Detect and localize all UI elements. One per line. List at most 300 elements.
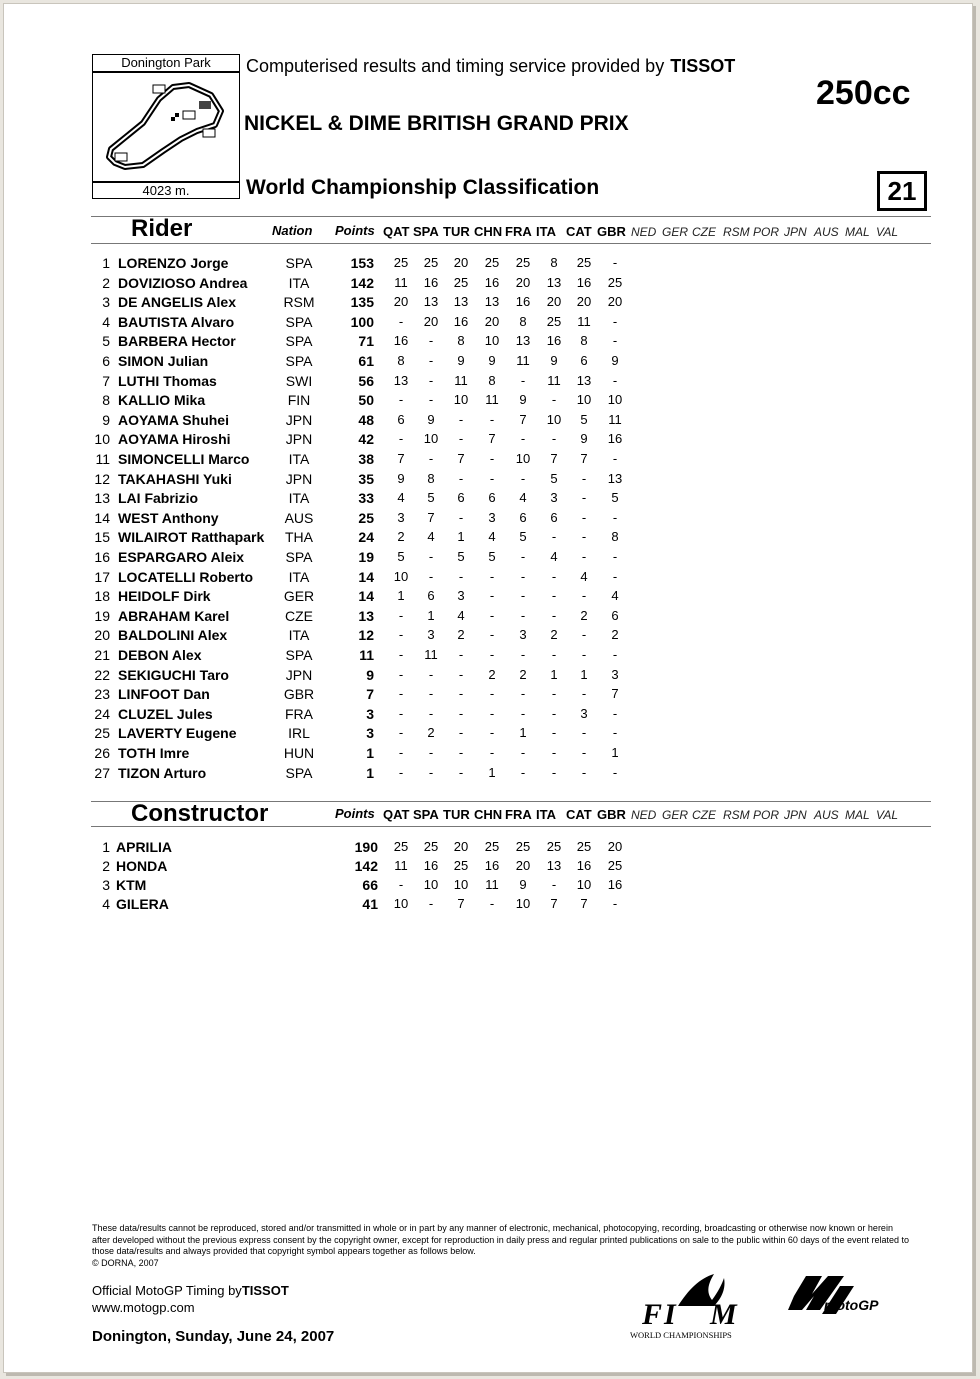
- rider-nation: ITA: [288, 451, 310, 467]
- website-link[interactable]: www.motogp.com: [92, 1300, 195, 1315]
- race-result: -: [581, 549, 587, 564]
- future-race-header: JPN: [784, 225, 807, 239]
- rider-points: 56: [358, 372, 374, 389]
- race-result: -: [458, 686, 464, 702]
- race-result: -: [520, 686, 526, 702]
- constructor-points: 190: [354, 839, 378, 855]
- rider-nation: JPN: [285, 666, 313, 683]
- race-result: 2: [519, 666, 527, 682]
- race-result: 20: [515, 274, 531, 290]
- rider-row: [4, 686, 972, 705]
- race-result: 10: [393, 568, 409, 584]
- race-result: -: [551, 764, 557, 780]
- race-result: -: [612, 764, 618, 780]
- rider-row: [4, 333, 972, 352]
- rider-nation: AUS: [284, 509, 314, 526]
- race-result: -: [428, 705, 434, 721]
- rider-points: 25: [358, 509, 374, 526]
- rider-name: CLUZEL Jules: [118, 705, 213, 722]
- rider-points: 3: [366, 705, 374, 722]
- future-race-header: AUS: [814, 225, 839, 239]
- race-result: -: [458, 666, 464, 682]
- race-result: 11: [394, 274, 408, 290]
- race-result: -: [551, 686, 557, 702]
- future-race-header: RSM: [723, 808, 750, 822]
- rider-row: [4, 294, 972, 313]
- constructor-bottom-rule: [91, 826, 931, 827]
- rider-nation: GER: [283, 588, 315, 605]
- race-result: 11: [608, 411, 622, 427]
- race-result: -: [581, 725, 587, 741]
- race-result: -: [398, 725, 404, 741]
- rider-name: ABRAHAM Karel: [118, 607, 230, 624]
- race-result: 16: [453, 313, 469, 329]
- rider-nation: RSM: [283, 294, 315, 311]
- race-result: 11: [485, 877, 499, 892]
- rider-position: 10: [94, 431, 110, 448]
- constructor-name: KTM: [116, 877, 147, 893]
- race-result: -: [458, 411, 464, 427]
- rider-name: DE ANGELIS Alex: [118, 294, 236, 311]
- rider-points: 24: [358, 529, 374, 546]
- race-result: 13: [423, 294, 439, 310]
- rider-row: [4, 255, 972, 274]
- race-result: 10: [423, 431, 439, 447]
- race-result: 20: [607, 294, 623, 310]
- race-result: 1: [397, 588, 405, 604]
- rider-position: 15: [94, 529, 110, 546]
- race-result: 3: [580, 705, 588, 721]
- race-header: QAT: [383, 224, 410, 239]
- race-result: 1: [488, 764, 496, 780]
- race-result: -: [520, 470, 526, 486]
- race-header: ITA: [536, 224, 556, 239]
- rider-nation: GBR: [283, 686, 315, 703]
- rider-points: 13: [358, 607, 374, 624]
- future-race-header: MAL: [845, 225, 870, 239]
- race-result: 25: [484, 839, 500, 854]
- rider-row: [4, 588, 972, 607]
- timing-text: Official MotoGP Timing by: [92, 1283, 242, 1298]
- race-result: 9: [550, 353, 558, 368]
- rider-points: 48: [358, 411, 374, 428]
- rider-position: 4: [102, 313, 110, 330]
- race-result: -: [489, 745, 495, 760]
- constructor-row: [4, 896, 972, 915]
- race-result: 10: [484, 333, 500, 349]
- rider-name: LINFOOT Dan: [118, 686, 210, 703]
- race-result: 9: [519, 877, 527, 892]
- race-result: -: [612, 647, 618, 662]
- rider-name: LORENZO Jorge: [118, 255, 229, 271]
- race-result: 2: [580, 607, 588, 623]
- rider-row: [4, 392, 972, 411]
- race-result: -: [612, 896, 618, 911]
- race-result: 1: [550, 666, 558, 682]
- rider-position: 27: [94, 764, 110, 781]
- race-result: 9: [397, 470, 405, 486]
- race-result: -: [489, 451, 495, 466]
- race-result: -: [458, 647, 464, 662]
- race-result: -: [428, 666, 434, 682]
- race-result: 13: [393, 372, 409, 388]
- svg-text:M: M: [710, 1298, 737, 1331]
- rider-nation: ITA: [288, 274, 310, 291]
- future-race-header: CZE: [692, 808, 716, 822]
- race-result: 5: [580, 411, 588, 427]
- race-result: 6: [550, 509, 558, 525]
- race-result: 3: [397, 509, 405, 525]
- legal-text: These data/results cannot be reproduced, stored and/or transmitted in whole or in part by any manner of electronic, mechanical, photocopying, recording, broadcasting or otherwise now known or herein after developed without the previous express consent by the copyright owner, except for reproduction in daily press and regular printed publications on sale to the public within 60 days of the event related to those data/results and always provided that copyright symbol appears together as follows below.: [92, 1223, 909, 1256]
- rider-name: WEST Anthony: [118, 509, 219, 526]
- race-result: 25: [515, 839, 531, 854]
- race-result: -: [398, 392, 404, 408]
- race-result: -: [398, 431, 404, 447]
- constructor-position: 1: [102, 839, 110, 855]
- race-result: -: [551, 568, 557, 584]
- rider-position: 26: [94, 745, 110, 761]
- timing-brand: TISSOT: [241, 1283, 289, 1298]
- rider-row: [4, 353, 972, 372]
- race-result: -: [428, 372, 434, 388]
- race-result: 10: [515, 451, 531, 466]
- rider-top-rule: [91, 216, 931, 217]
- constructor-points: 142: [354, 858, 378, 874]
- provider-text: Computerised results and timing service provided by: [246, 56, 665, 76]
- rider-name: LAVERTY Eugene: [118, 725, 237, 742]
- rider-name: BARBERA Hector: [118, 333, 236, 350]
- race-result: 25: [546, 839, 562, 854]
- constructor-position: 3: [102, 877, 110, 893]
- race-result: -: [398, 607, 404, 623]
- race-result: 13: [607, 470, 623, 486]
- race-result: 11: [454, 372, 468, 388]
- race-result: 2: [397, 529, 405, 545]
- future-race-header: RSM: [723, 225, 750, 239]
- legal-notice: [92, 1223, 912, 1269]
- race-result: 7: [550, 451, 558, 466]
- constructor-row: [4, 839, 972, 858]
- future-race-header: NED: [631, 808, 657, 822]
- race-result: 2: [427, 725, 435, 741]
- race-header: SPA: [413, 224, 439, 239]
- race-result: -: [581, 647, 587, 662]
- rider-nation: SPA: [285, 353, 313, 369]
- future-race-header: MAL: [845, 808, 870, 822]
- circuit-length: 4023 m.: [92, 182, 240, 199]
- rider-row: [4, 510, 972, 529]
- race-result: 8: [427, 470, 435, 486]
- race-result: 2: [457, 627, 465, 643]
- race-result: 16: [607, 877, 623, 892]
- race-result: 5: [550, 470, 558, 486]
- race-result: 20: [484, 313, 500, 329]
- rider-position: 23: [94, 686, 110, 703]
- race-header: QAT: [383, 807, 410, 822]
- race-result: 4: [550, 549, 558, 564]
- race-result: -: [551, 725, 557, 741]
- timing-provider: [246, 56, 735, 77]
- rider-points: 19: [358, 549, 374, 565]
- future-race-header: POR: [753, 225, 780, 239]
- race-result: 25: [576, 839, 592, 854]
- race-result: 11: [394, 858, 408, 873]
- race-result: 6: [519, 509, 527, 525]
- rider-name: BALDOLINI Alex: [118, 627, 228, 644]
- rider-points: 35: [358, 470, 374, 487]
- rider-name: SEKIGUCHI Taro: [118, 666, 229, 683]
- rider-position: 6: [102, 353, 110, 369]
- race-result: 8: [611, 529, 619, 545]
- rider-position: 16: [94, 549, 110, 565]
- race-result: -: [520, 745, 526, 760]
- rider-nation: CZE: [285, 607, 313, 624]
- race-result: -: [398, 627, 404, 643]
- race-result: 25: [576, 255, 592, 270]
- race-result: 25: [515, 255, 531, 270]
- race-result: -: [489, 647, 495, 662]
- race-result: 1: [611, 745, 619, 760]
- rider-nation: SWI: [285, 372, 313, 389]
- svg-text:WORLD CHAMPIONSHIPS: WORLD CHAMPIONSHIPS: [630, 1330, 732, 1340]
- race-result: 2: [611, 627, 619, 643]
- rider-position: 18: [94, 588, 110, 605]
- provider-brand: TISSOT: [670, 56, 736, 76]
- race-result: -: [551, 647, 557, 662]
- race-result: -: [551, 607, 557, 623]
- race-header: TUR: [443, 224, 470, 239]
- constructor-name: GILERA: [116, 896, 169, 912]
- race-result: -: [581, 745, 587, 760]
- race-result: 10: [576, 392, 592, 408]
- constructor-section-title: Constructor: [131, 800, 269, 827]
- fim-logo: [628, 1270, 756, 1342]
- race-result: 16: [484, 858, 500, 873]
- rider-position: 17: [94, 568, 110, 585]
- rider-row: [4, 706, 972, 725]
- future-race-header: GER: [662, 225, 689, 239]
- rider-row: [4, 608, 972, 627]
- race-result: 9: [519, 392, 527, 408]
- round-number: 21: [877, 171, 927, 211]
- race-header: ITA: [536, 807, 556, 822]
- race-result: -: [458, 568, 464, 584]
- rider-row: [4, 745, 972, 764]
- race-result: 4: [580, 568, 588, 584]
- rider-position: 3: [102, 294, 110, 311]
- race-result: 3: [488, 509, 496, 525]
- rider-nation: ITA: [288, 490, 310, 507]
- rider-position: 2: [102, 274, 110, 291]
- rider-position: 21: [94, 647, 110, 663]
- race-result: 1: [580, 666, 588, 682]
- rider-row: [4, 725, 972, 744]
- rider-points: 61: [358, 353, 374, 369]
- race-result: 3: [519, 627, 527, 643]
- rider-points: 1: [366, 764, 374, 781]
- rider-nation: SPA: [285, 549, 313, 565]
- race-result: 16: [607, 431, 623, 447]
- rider-name: AOYAMA Hiroshi: [118, 431, 231, 448]
- rider-row: [4, 314, 972, 333]
- race-result: 11: [424, 647, 438, 662]
- race-result: -: [489, 725, 495, 741]
- rider-points: 7: [366, 686, 374, 703]
- race-result: 7: [519, 411, 527, 427]
- race-result: 1: [427, 607, 435, 623]
- race-result: -: [581, 490, 587, 506]
- race-result: -: [458, 764, 464, 780]
- race-result: -: [398, 705, 404, 721]
- race-result: -: [612, 451, 618, 466]
- rider-points: 14: [358, 568, 374, 585]
- race-result: 10: [423, 877, 439, 892]
- race-result: 7: [550, 896, 558, 911]
- race-result: 2: [488, 666, 496, 682]
- race-result: 3: [427, 627, 435, 643]
- race-result: 5: [611, 490, 619, 506]
- race-result: 11: [577, 313, 591, 329]
- race-header: GBR: [597, 807, 626, 822]
- race-result: 8: [550, 255, 558, 270]
- rider-nation: ITA: [288, 627, 310, 644]
- race-result: 9: [488, 353, 496, 368]
- race-result: -: [489, 896, 495, 911]
- rider-nation: FIN: [287, 392, 311, 409]
- rider-name: TIZON Arturo: [118, 764, 207, 781]
- race-result: -: [458, 725, 464, 741]
- race-result: 4: [427, 529, 435, 545]
- race-result: -: [489, 568, 495, 584]
- rider-points: 3: [366, 725, 374, 742]
- race-result: -: [520, 431, 526, 447]
- race-result: 8: [397, 353, 405, 368]
- race-result: -: [520, 549, 526, 564]
- race-result: 11: [547, 372, 561, 388]
- race-result: -: [458, 705, 464, 721]
- copyright-text: © DORNA, 2007: [92, 1257, 159, 1268]
- race-result: 6: [427, 588, 435, 604]
- rider-nation: SPA: [285, 647, 313, 663]
- rider-points: 38: [358, 451, 374, 467]
- rider-points: 50: [358, 392, 374, 409]
- race-result: 25: [453, 274, 469, 290]
- race-result: 13: [453, 294, 469, 310]
- race-result: -: [581, 588, 587, 604]
- svg-text:I: I: [664, 1298, 676, 1331]
- rider-row: [4, 490, 972, 509]
- race-result: -: [428, 764, 434, 780]
- rider-points: 12: [358, 627, 374, 644]
- race-result: -: [489, 686, 495, 702]
- race-result: 16: [423, 274, 439, 290]
- future-race-header: GER: [662, 808, 689, 822]
- race-result: 16: [515, 294, 531, 310]
- race-result: -: [612, 255, 618, 270]
- race-result: 16: [576, 274, 592, 290]
- race-result: -: [428, 353, 434, 368]
- race-result: -: [520, 647, 526, 662]
- race-header: SPA: [413, 807, 439, 822]
- results-page: [3, 3, 973, 1373]
- rider-row: [4, 627, 972, 646]
- rider-row: [4, 373, 972, 392]
- race-result: -: [612, 549, 618, 564]
- rider-position: 1: [102, 255, 110, 271]
- rider-position: 13: [94, 490, 110, 507]
- race-result: 4: [457, 607, 465, 623]
- race-header: CAT: [566, 807, 592, 822]
- rider-row: [4, 451, 972, 470]
- race-header: TUR: [443, 807, 470, 822]
- race-result: -: [458, 431, 464, 447]
- rider-name: DEBON Alex: [118, 647, 202, 663]
- future-race-header: VAL: [876, 225, 899, 239]
- race-result: -: [551, 529, 557, 545]
- race-result: -: [581, 686, 587, 702]
- points-header: Points: [335, 223, 375, 238]
- rider-points: 33: [358, 490, 374, 507]
- race-result: 7: [580, 451, 588, 466]
- race-result: 25: [546, 313, 562, 329]
- race-result: 16: [423, 858, 439, 873]
- race-result: -: [458, 509, 464, 525]
- rider-name: TAKAHASHI Yuki: [118, 470, 232, 487]
- race-result: -: [489, 607, 495, 623]
- rider-row: [4, 412, 972, 431]
- race-result: 6: [397, 411, 405, 427]
- race-result: 10: [576, 877, 592, 892]
- race-result: 5: [457, 549, 465, 564]
- race-result: -: [398, 764, 404, 780]
- race-result: 7: [427, 509, 435, 525]
- future-race-header: CZE: [692, 225, 716, 239]
- race-result: -: [520, 372, 526, 388]
- race-result: -: [581, 627, 587, 643]
- rider-row: [4, 431, 972, 450]
- race-result: 3: [550, 490, 558, 506]
- rider-points: 9: [366, 666, 374, 683]
- race-result: -: [612, 372, 618, 388]
- race-result: 4: [397, 490, 405, 506]
- race-result: -: [458, 745, 464, 760]
- race-result: 7: [397, 451, 405, 466]
- rider-row: [4, 275, 972, 294]
- rider-row: [4, 549, 972, 568]
- rider-points: 11: [359, 647, 374, 663]
- event-dateline: Donington, Sunday, June 24, 2007: [92, 1328, 335, 1345]
- race-result: -: [581, 509, 587, 525]
- rider-row: [4, 471, 972, 490]
- race-result: 5: [427, 490, 435, 506]
- race-result: -: [398, 877, 404, 892]
- race-result: -: [612, 313, 618, 329]
- race-result: -: [428, 745, 434, 760]
- motogp-logo: [784, 1270, 888, 1334]
- race-result: 25: [607, 858, 623, 873]
- rider-points: 135: [350, 294, 374, 311]
- race-result: 10: [453, 392, 469, 408]
- race-result: -: [458, 470, 464, 486]
- race-header: GBR: [597, 224, 626, 239]
- race-result: -: [551, 392, 557, 408]
- future-race-header: POR: [753, 808, 780, 822]
- race-result: 5: [519, 529, 527, 545]
- rider-name: SIMONCELLI Marco: [118, 451, 250, 467]
- race-result: -: [551, 431, 557, 447]
- race-result: 9: [611, 353, 619, 368]
- race-result: 20: [453, 255, 469, 270]
